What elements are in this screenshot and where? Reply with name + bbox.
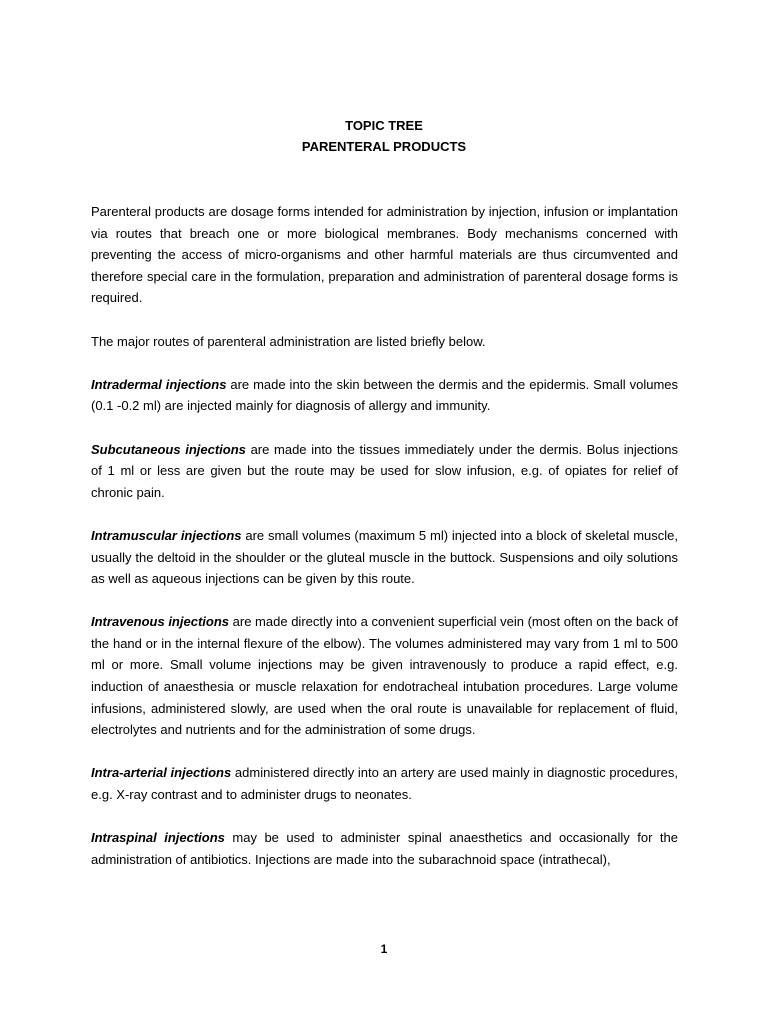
term-subcutaneous: Subcutaneous injections [91,441,246,457]
section-intradermal [91,374,678,417]
routes-intro-paragraph: The major routes of parenteral administration are listed briefly below. [91,333,486,349]
text-subcutaneous: are made into the tissues immediately under the dermis. Bolus injections of 1 ml or less are given but the route may be used for slow infusion, e.g. of opiates for relief of chronic pain. [91,441,678,500]
body-text [91,201,678,870]
section-intravenous [91,611,678,741]
intro-paragraph: Parenteral products are dosage forms intended for administration by injection, infusion or implantation via routes that breach one or more biological membranes. Body mechanisms concerned with preventing the access of micro-organisms and other harmful materials are thus circumvented and therefore special care in the formulation, preparation and administration of parenteral dosage forms is required. [91,204,678,306]
term-intramuscular: Intramuscular injections [91,527,242,543]
term-intradermal: Intradermal injections [91,376,227,392]
term-intra-arterial: Intra-arterial injections [91,765,232,781]
term-intraspinal: Intraspinal injections [91,830,225,846]
section-subcutaneous [91,439,678,504]
topic-tree-heading: TOPIC TREE [345,118,423,133]
text-intraspinal: may be used to administer spinal anaesthetics and occasionally for the administration of antibiotics. Injections are made into the subarachnoid space (intrathecal), [91,830,678,867]
text-intravenous: are made directly into a convenient superficial vein (most often on the back of the hand or in the internal flexure of the elbow). The volumes administered may vary from 1 ml to 500 ml or more. Small volume injections may be given intravenously to produce a rapid effect, e.g. induction of anaesthesia or muscle relaxation for endotracheal intubation procedures. Large volume infusions, administered slowly, are used when the oral route is unavailable for replacement of fluid, electrolytes and nutrients and for the administration of some drugs. [91,614,678,738]
term-intravenous: Intravenous injections [91,614,229,630]
section-intra-arterial [91,762,678,805]
page-title: PARENTERAL PRODUCTS [301,139,467,154]
text-intra-arterial: administered directly into an artery are used mainly in diagnostic procedures, e.g. X-ray contrast and to administer drugs to neonates. [91,765,678,803]
page-number: 1 [380,942,388,956]
text-intradermal: are made into the skin between the dermis and the epidermis. Small volumes (0.1 -0.2 ml) are injected mainly for diagnosis of allergy and immunity. [91,376,678,414]
text-intramuscular: are small volumes (maximum 5 ml) injected into a block of skeletal muscle, usually the deltoid in the shoulder or the gluteal muscle in the buttock. Suspensions and oily solutions as well as aqueous injections can be given by this route. [91,527,678,587]
section-intramuscular [91,525,678,590]
title-block [0,115,768,157]
section-intraspinal [91,827,678,870]
